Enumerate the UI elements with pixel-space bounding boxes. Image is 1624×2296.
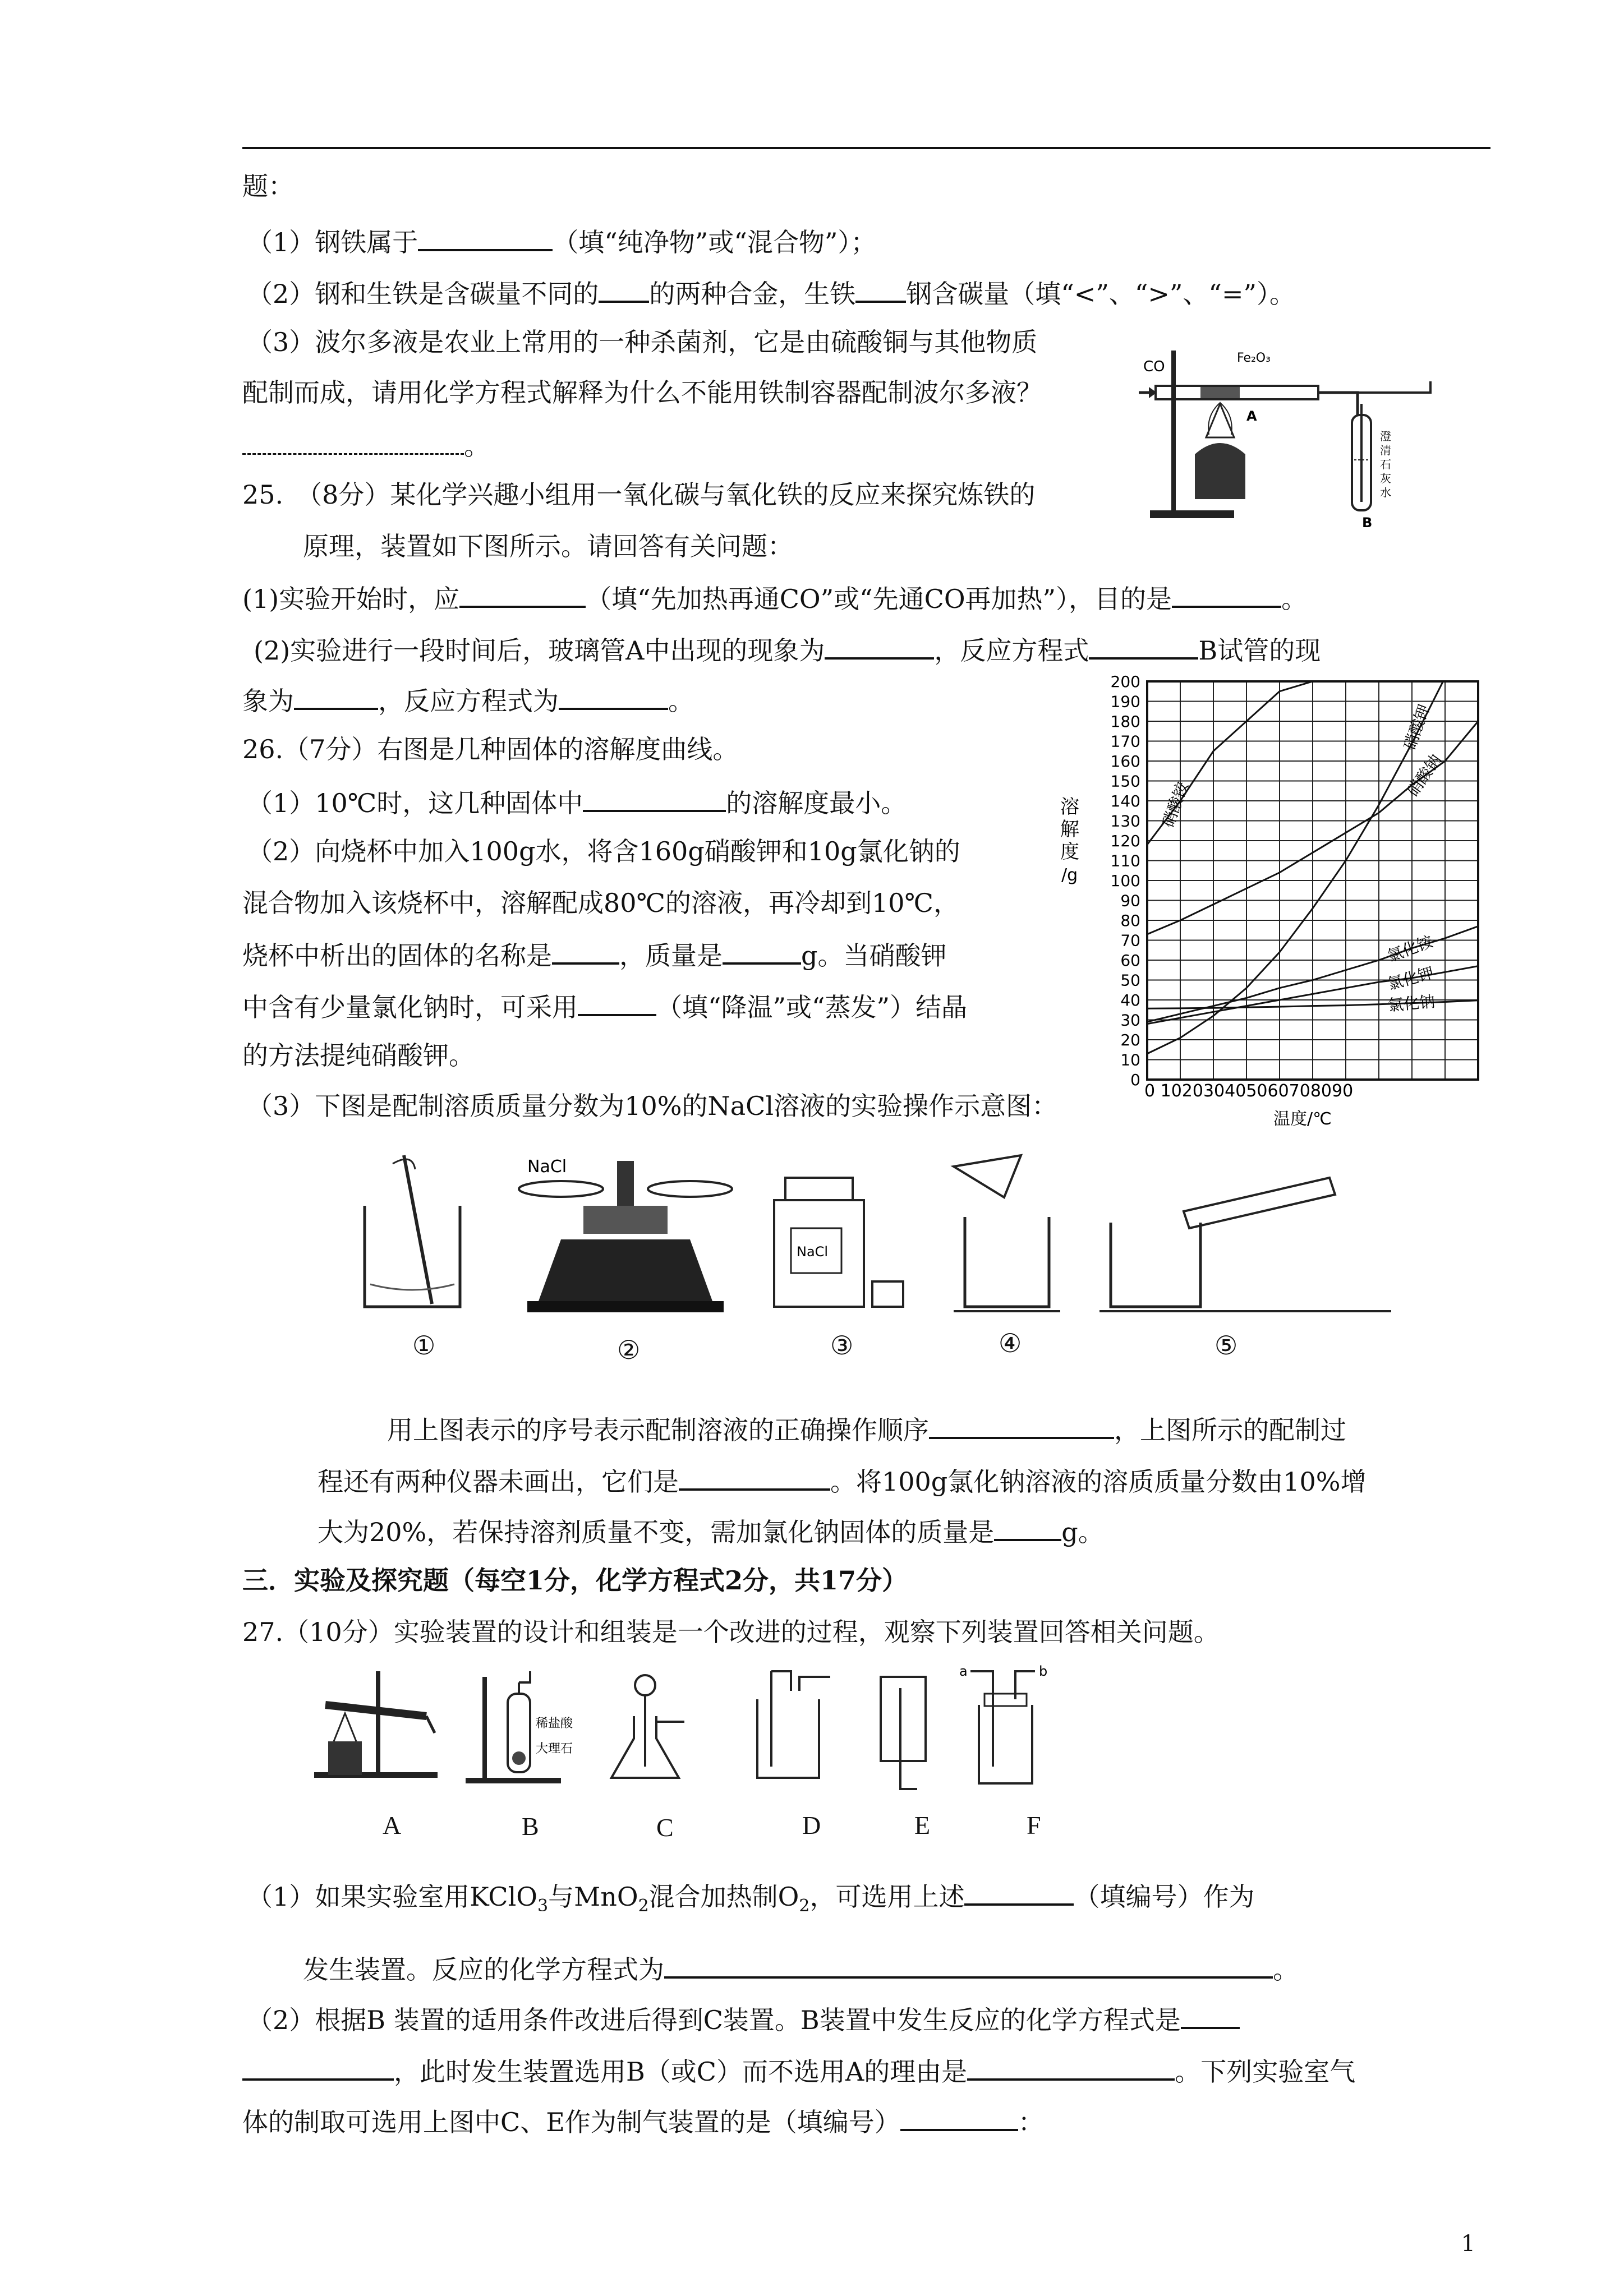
apparatus-label-e: E <box>914 1811 931 1839</box>
co-label: CO <box>1143 358 1165 375</box>
step-label-5: ⑤ <box>1214 1331 1238 1360</box>
answer-blank[interactable] <box>418 223 553 251</box>
y-tick-label: 110 <box>1110 851 1140 870</box>
apparatus-label-b: B <box>522 1812 539 1841</box>
balance <box>519 1157 732 1312</box>
page-number: 1 <box>1461 2231 1475 2257</box>
y-axis-label-char: /g <box>1061 865 1078 885</box>
q25-part1: (1)实验开始时，应 （填“先加热再通CO”或“先通CO再加热”），目的是 。 <box>242 580 1307 616</box>
nacl-label: NaCl <box>527 1157 567 1177</box>
y-tick-label: 0 <box>1130 1071 1140 1089</box>
y-tick-label: 140 <box>1110 792 1140 810</box>
q26-part2-line4: 中含有少量氯化钠时，可采用 （填“降温”或“蒸发”）结晶 <box>242 988 967 1024</box>
lime-water-char: 清 <box>1380 444 1391 457</box>
y-tick-label: 50 <box>1120 971 1140 990</box>
step-label-3: ③ <box>830 1331 854 1360</box>
q27-part1-line2: 发生装置。反应的化学方程式为 。 <box>303 1951 1299 1986</box>
q24-part3-line1: （3）波尔多液是农业上常用的一种杀菌剂，它是由硫酸铜与其他物质 <box>247 327 1038 357</box>
gas-apparatus-drawing <box>314 1660 1088 1806</box>
apparatus-drawing <box>1139 342 1442 533</box>
y-tick-label: 70 <box>1120 931 1140 950</box>
q27-part1: （1）如果实验室用KClO$_3$与MnO$_2$混合加热制$O_2$，可选用上述 （填编号）作为 <box>247 1878 1254 1923</box>
step-label-4: ④ <box>999 1329 1022 1358</box>
answer-blank[interactable] <box>242 2053 394 2081</box>
series-label: 硝酸钠 <box>1403 750 1446 800</box>
series-label: 硝酸钾 <box>1400 702 1434 753</box>
answer-blank[interactable] <box>242 427 464 455</box>
q26-part3-line2: 程还有两种仪器未画出，它们是 。将100g氯化钠溶液的溶质质量分数由10%增 <box>318 1463 1367 1499</box>
answer-blank[interactable] <box>929 1411 1114 1439</box>
step-label-1: ① <box>412 1331 436 1360</box>
answer-blank[interactable] <box>578 988 656 1016</box>
x-tick-labels: 0 10203040506070​8090 <box>1144 1081 1354 1101</box>
q27-title: 27.（10分）实验装置的设计和组装是一个改进的过程，观察下列装置回答相关问题。 <box>242 1617 1220 1647</box>
y-axis-label <box>1060 796 1079 885</box>
gas-apparatus-figure <box>314 1660 1088 1851</box>
y-tick-label: 150 <box>1110 772 1140 791</box>
answer-blank[interactable] <box>552 937 619 965</box>
q25-part2: (2)实验进行一段时间后，玻璃管A中出现的现象为 ，反应方程式 B试管的现 <box>254 631 1321 667</box>
apparatus-label-a: A <box>383 1811 402 1839</box>
bottle-nacl-label: NaCl <box>797 1244 829 1260</box>
q26-title: 26.（7分）右图是几种固体的溶解度曲线。 <box>242 734 739 764</box>
apparatus-f <box>959 1663 1047 1783</box>
tube-b-label: B <box>1362 515 1373 531</box>
answer-blank[interactable] <box>994 1513 1061 1541</box>
lime-water-char: 水 <box>1380 486 1391 499</box>
y-tick-label: 10 <box>1120 1050 1140 1069</box>
q27-part2-line2: ，此时发生装置选用B（或C）而不选用A的理由是 。下列实验室气 <box>242 2053 1355 2088</box>
fe2o3-label: Fe₂O₃ <box>1237 351 1271 365</box>
y-tick-label: 170 <box>1110 732 1140 751</box>
answer-blank[interactable] <box>583 784 726 812</box>
solution-preparation-drawing <box>359 1144 1442 1380</box>
q26-part3-line3: 大为20%，若保持溶剂质量不变，需加氯化钠固体的质量是 g。 <box>318 1513 1104 1549</box>
f-port-a-label: a <box>959 1663 968 1679</box>
q25-part2-line2: 象为 ，反应方程式为 。 <box>242 682 694 718</box>
answer-blank[interactable] <box>599 275 649 303</box>
y-tick-label: 120 <box>1110 832 1140 850</box>
apparatus-d <box>757 1671 830 1778</box>
section-3-heading: 三．实验及探究题（每空1分，化学方程式2分，共17分） <box>242 1565 908 1596</box>
q26-part2-line5: 的方法提纯硝酸钾。 <box>242 1040 475 1071</box>
beaker-with-graduated-cylinder <box>1099 1178 1391 1311</box>
q26-part2-line2: 混合物加入该烧杯中，溶解配成80℃的溶液，再冷却到10℃， <box>242 888 959 918</box>
answer-blank[interactable] <box>967 2053 1175 2081</box>
answer-blank[interactable] <box>1089 631 1198 660</box>
y-axis-label-char: 溶 <box>1060 796 1079 818</box>
q26-part1: （1）10℃时，这几种固体中 的溶解度最小。 <box>247 784 907 820</box>
q24-part3-line3: 。 <box>242 427 490 463</box>
y-tick-label: 100 <box>1110 872 1140 890</box>
answer-blank[interactable] <box>294 682 378 710</box>
solubility-chart <box>1060 670 1487 1136</box>
series-label: 硝酸铵 <box>1158 779 1192 830</box>
y-tick-label: 90 <box>1120 891 1140 910</box>
y-tick-label: 130 <box>1110 812 1140 831</box>
series-label: 氯化钠 <box>1387 992 1436 1015</box>
y-tick-label: 40 <box>1120 991 1140 1009</box>
apparatus-label-f: F <box>1027 1811 1041 1839</box>
series-label: 氯化铵 <box>1384 932 1436 966</box>
answer-blank[interactable] <box>664 1951 1273 1979</box>
answer-blank[interactable] <box>825 631 934 660</box>
apparatus-label-d: D <box>802 1811 821 1839</box>
apparatus-b <box>466 1671 573 1783</box>
solubility-chart-svg <box>1060 670 1487 1136</box>
answer-blank[interactable] <box>1181 2001 1240 2029</box>
reagent-bottle <box>774 1178 903 1307</box>
q26-part2-line1: （2）向烧杯中加入100g水，将含160g硝酸钾和10g氯化钠的 <box>247 836 960 866</box>
beaker-stirring <box>365 1155 460 1307</box>
lime-water-char: 灰 <box>1380 472 1391 485</box>
x-axis-label: 温度/℃ <box>1273 1109 1332 1129</box>
step-label-2: ② <box>617 1336 641 1364</box>
q25-title: 25. （8分）某化学兴趣小组用一氧化碳与氧化铁的反应来探究炼铁的 <box>242 480 1036 510</box>
y-tick-label: 160 <box>1110 752 1140 771</box>
apparatus-c <box>611 1675 684 1778</box>
b-acid-label: 稀盐酸 <box>536 1717 573 1731</box>
q24-part3-line2: 配制而成，请用化学方程式解释为什么不能用铁制容器配制波尔多液？ <box>242 377 1042 408</box>
answer-blank[interactable] <box>559 682 668 710</box>
q26-part2-line3: 烧杯中析出的固体的名称是 ，质量是 g。当硝酸钾 <box>242 937 946 972</box>
answer-blank[interactable] <box>459 580 586 608</box>
answer-blank[interactable] <box>1172 580 1281 608</box>
y-tick-label: 20 <box>1120 1031 1140 1049</box>
series-label: 氯化钾 <box>1385 963 1436 994</box>
header-rule <box>242 147 1490 149</box>
y-axis-label-char: 解 <box>1060 818 1079 841</box>
answer-blank[interactable] <box>964 1878 1074 1906</box>
apparatus-a <box>314 1671 438 1778</box>
apparatus-e <box>881 1677 926 1789</box>
q27-part2: （2）根据B 装置的适用条件改进后得到C装置。B装置中发生反应的化学方程式是 <box>247 2001 1240 2037</box>
q27-part2-line3: 体的制取可选用上图中C、E作为制气装置的是（填编号） ： <box>242 2103 1044 2139</box>
answer-blank[interactable] <box>855 275 906 303</box>
f-port-b-label: b <box>1039 1663 1048 1679</box>
co-fe2o3-apparatus-figure <box>1139 342 1442 533</box>
q24-part1: （1）钢铁属于 （填“纯净物”或“混合物”）； <box>247 223 876 259</box>
y-tick-label: 190 <box>1110 692 1140 711</box>
q26-part3: （3）下图是配制溶质质量分数为10%的NaCl溶液的实验操作示意图： <box>247 1091 1058 1121</box>
lime-water-char: 澄 <box>1380 430 1391 443</box>
y-tick-label: 80 <box>1120 911 1140 930</box>
solution-preparation-figure <box>359 1144 1442 1380</box>
b-marble-label: 大理石 <box>536 1742 573 1756</box>
beaker-with-weighing-paper <box>954 1155 1060 1311</box>
q25-intro: 原理，装置如下图所示。请回答有关问题： <box>303 531 793 561</box>
y-tick-label: 200 <box>1110 672 1140 691</box>
answer-blank[interactable] <box>900 2103 1018 2131</box>
y-tick-label: 60 <box>1120 951 1140 970</box>
y-axis-label-char: 度 <box>1060 841 1079 863</box>
q26-part3-line1: 用上图表示的序号表示配制溶液的正确操作顺序 ，上图所示的配制过 <box>387 1411 1346 1447</box>
tube-a-label: A <box>1246 408 1257 424</box>
apparatus-label-c: C <box>656 1813 674 1842</box>
y-tick-label: 180 <box>1110 712 1140 731</box>
q24-part2: （2）钢和生铁是含碳量不同的 的两种合金，生铁 钢含碳量（填“<”、“>”、“=”）。 <box>247 275 1295 311</box>
lime-water-char: 石 <box>1380 458 1391 471</box>
answer-blank[interactable] <box>723 937 801 965</box>
continued-text: 题： <box>242 171 294 201</box>
y-tick-label: 30 <box>1120 1011 1140 1030</box>
answer-blank[interactable] <box>679 1463 830 1491</box>
